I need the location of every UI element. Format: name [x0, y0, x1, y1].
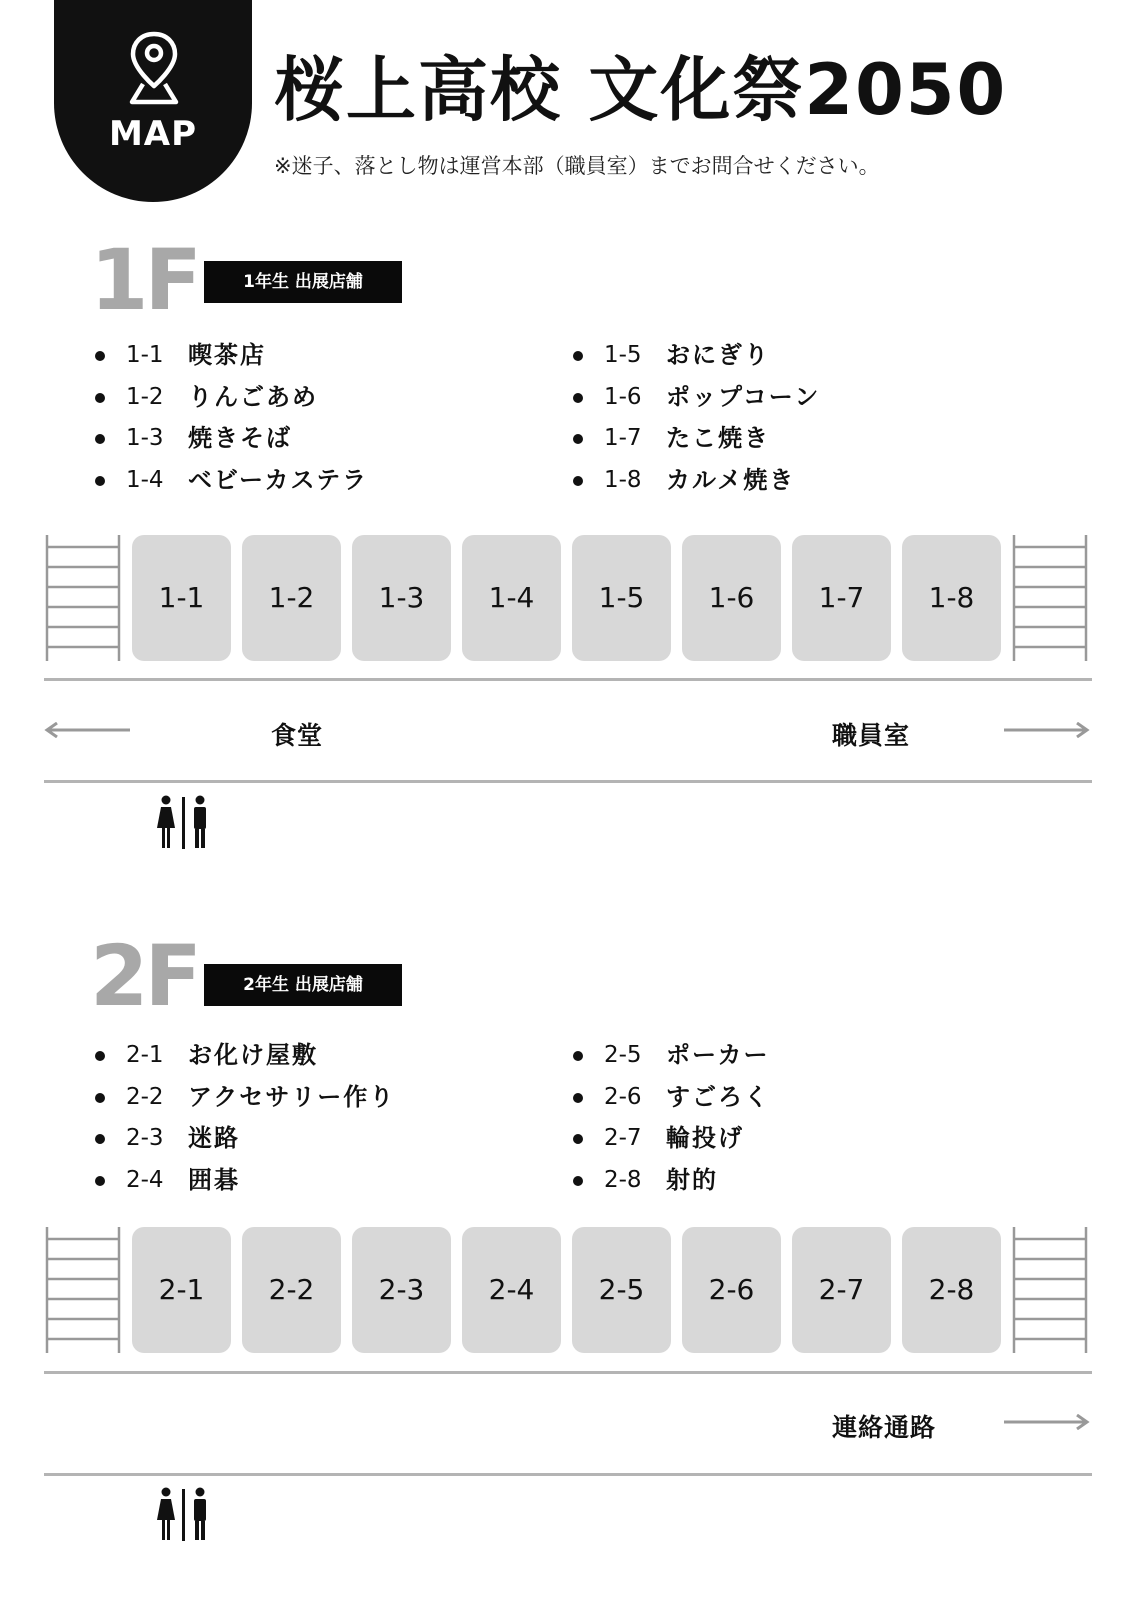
destination-cafeteria: 食堂	[271, 721, 324, 750]
floor-2-shop-column-left	[92, 1035, 532, 1201]
shop-code: 1-3	[126, 425, 164, 451]
bullet	[573, 476, 583, 486]
shop-code: 2-4	[126, 1166, 164, 1193]
shop-code: 1-6	[604, 383, 642, 410]
bullet	[95, 1176, 105, 1186]
list-item	[570, 418, 1010, 460]
shop-name: 焼きそば	[188, 424, 292, 452]
floor-1-shop-column-left	[92, 335, 532, 501]
bullet	[573, 434, 583, 444]
list-item	[570, 1118, 1010, 1160]
list-item	[92, 418, 532, 460]
stairs-icon	[44, 535, 122, 661]
shop-name: 射的	[666, 1165, 718, 1194]
restroom-icon	[154, 795, 214, 851]
floor-1-rooms	[132, 535, 1006, 661]
list-item	[570, 335, 1010, 377]
stairs-icon	[1011, 1227, 1089, 1353]
room-2-2[interactable]: 2-2	[242, 1227, 341, 1353]
bullet	[95, 351, 105, 361]
room-2-6[interactable]: 2-6	[682, 1227, 781, 1353]
shop-code: 2-8	[604, 1166, 642, 1193]
floor-2-shop-column-right	[570, 1035, 1010, 1201]
shop-name: たこ焼き	[666, 424, 770, 452]
room-2-5[interactable]: 2-5	[572, 1227, 671, 1353]
shop-code: 2-6	[604, 1083, 642, 1110]
bullet	[95, 393, 105, 403]
shop-name: おにぎり	[666, 341, 770, 369]
destination-connecting-passage: 連絡通路	[832, 1413, 937, 1442]
room-2-8[interactable]: 2-8	[902, 1227, 1001, 1353]
room-1-2[interactable]: 1-2	[242, 535, 341, 661]
restroom-icon	[154, 1487, 214, 1543]
shop-name: お化け屋敷	[188, 1041, 318, 1069]
shop-name: 迷路	[188, 1124, 240, 1152]
room-1-6[interactable]: 1-6	[682, 535, 781, 661]
arrow-right-icon	[1002, 1414, 1090, 1430]
floor-1-tag: 1年生 出展店舗	[204, 261, 402, 303]
list-item	[92, 377, 532, 419]
shop-code: 2-5	[604, 1042, 642, 1068]
stairs-icon	[44, 1227, 122, 1353]
room-1-7[interactable]: 1-7	[792, 535, 891, 661]
bullet	[95, 1093, 105, 1103]
room-1-5[interactable]: 1-5	[572, 535, 671, 661]
list-item	[570, 460, 1010, 502]
shop-name: ポーカー	[666, 1041, 770, 1069]
room-1-1[interactable]: 1-1	[132, 535, 231, 661]
corridor-wall-top	[44, 678, 1092, 681]
arrow-left-icon	[44, 722, 132, 738]
list-item	[92, 460, 532, 502]
corridor-wall-bottom	[44, 780, 1092, 783]
shop-code: 1-2	[126, 383, 164, 410]
bullet	[95, 1134, 105, 1144]
list-item	[92, 1118, 532, 1160]
floor-1-shop-column-right	[570, 335, 1010, 501]
shop-code: 1-5	[604, 342, 642, 368]
list-item	[92, 1160, 532, 1202]
floor-2-rooms	[132, 1227, 1006, 1353]
shop-code: 2-2	[126, 1083, 164, 1110]
list-item	[92, 335, 532, 377]
shop-name: ポップコーン	[666, 382, 821, 411]
destination-staff-room: 職員室	[832, 721, 911, 750]
room-2-7[interactable]: 2-7	[792, 1227, 891, 1353]
room-1-4[interactable]: 1-4	[462, 535, 561, 661]
list-item	[92, 1077, 532, 1119]
shop-code: 2-7	[604, 1125, 642, 1151]
list-item	[570, 1077, 1010, 1119]
bullet	[573, 1093, 583, 1103]
list-item	[570, 1035, 1010, 1077]
bullet	[95, 1051, 105, 1061]
bullet	[573, 1051, 583, 1061]
bullet	[95, 434, 105, 444]
list-item	[570, 377, 1010, 419]
list-item	[92, 1035, 532, 1077]
shop-code: 1-7	[604, 425, 642, 451]
arrow-right-icon	[1002, 722, 1090, 738]
shop-name: りんごあめ	[188, 382, 318, 411]
room-2-1[interactable]: 2-1	[132, 1227, 231, 1353]
shop-name: 喫茶店	[188, 341, 266, 369]
shop-name: カルメ焼き	[666, 465, 796, 494]
shop-code: 2-1	[126, 1042, 164, 1068]
shop-name: ベビーカステラ	[188, 465, 369, 494]
map-badge	[54, 0, 252, 202]
floor-1-label: 1F	[90, 231, 198, 329]
list-item	[570, 1160, 1010, 1202]
bullet	[573, 1134, 583, 1144]
room-1-8[interactable]: 1-8	[902, 535, 1001, 661]
room-2-4[interactable]: 2-4	[462, 1227, 561, 1353]
map-badge-label: MAP	[108, 114, 198, 154]
shop-code: 1-8	[604, 466, 642, 493]
floor-2-label: 2F	[90, 927, 198, 1025]
bullet	[573, 1176, 583, 1186]
shop-name: アクセサリー作り	[188, 1082, 396, 1111]
map-pin-icon	[124, 28, 184, 108]
corridor-wall-bottom	[44, 1473, 1092, 1476]
shop-name: すごろく	[666, 1082, 770, 1111]
stairs-icon	[1011, 535, 1089, 661]
page-title: 桜上高校 文化祭2050	[274, 49, 1008, 131]
bullet	[95, 476, 105, 486]
room-2-3[interactable]: 2-3	[352, 1227, 451, 1353]
shop-code: 1-1	[126, 342, 164, 368]
bullet	[573, 351, 583, 361]
lost-and-found-notice: ※迷子、落とし物は運営本部（職員室）までお問合せください。	[274, 154, 880, 178]
floor-2-tag: 2年生 出展店舗	[204, 964, 402, 1006]
shop-name: 輪投げ	[666, 1124, 744, 1152]
room-1-3[interactable]: 1-3	[352, 535, 451, 661]
bullet	[573, 393, 583, 403]
shop-code: 1-4	[126, 466, 164, 493]
shop-name: 囲碁	[188, 1165, 240, 1194]
shop-code: 2-3	[126, 1125, 164, 1151]
corridor-wall-top	[44, 1371, 1092, 1374]
